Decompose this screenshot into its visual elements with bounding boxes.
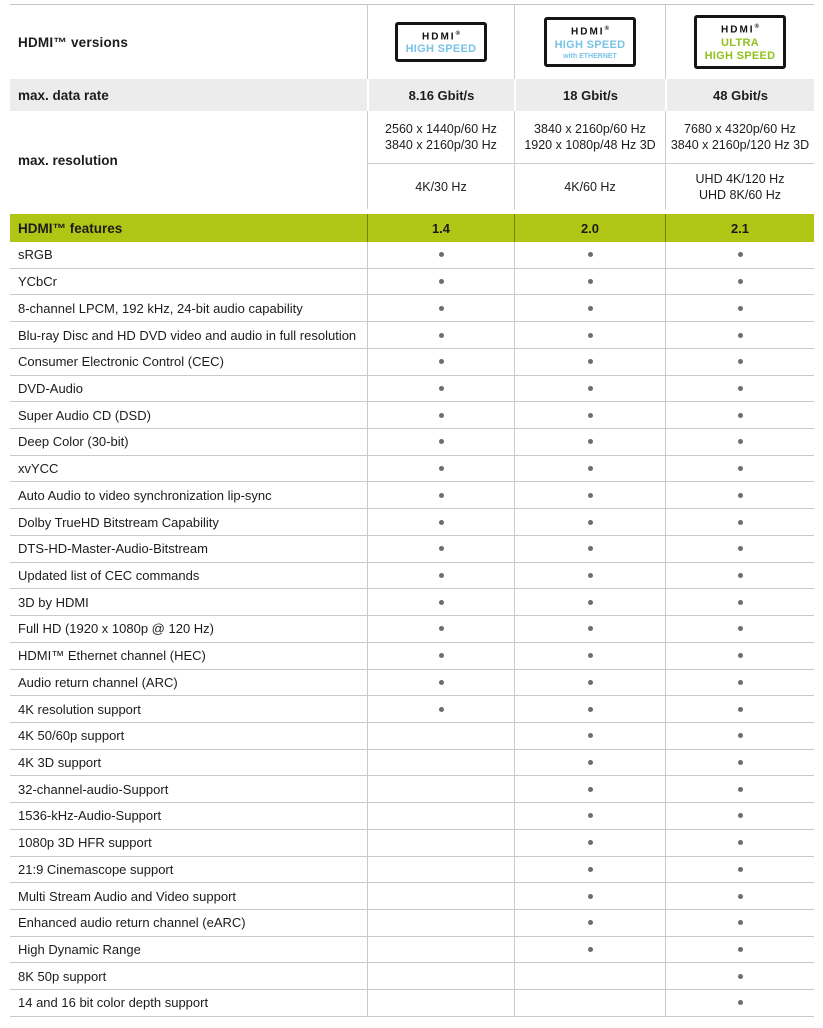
support-dot-icon: [439, 439, 444, 444]
support-cell: [514, 696, 665, 722]
support-cell: [367, 402, 514, 428]
support-cell: [665, 242, 814, 268]
feature-label: xvYCC: [18, 461, 59, 477]
support-dot-icon: [738, 413, 743, 418]
support-cell: [665, 536, 814, 562]
support-dot-icon: [439, 466, 444, 471]
support-dot-icon: [738, 840, 743, 845]
support-cell: [367, 376, 514, 402]
feature-label: 14 and 16 bit color depth support: [18, 995, 209, 1011]
data-rate-value: 18 Gbit/s: [514, 79, 665, 111]
resolution-secondary-value: [514, 164, 665, 209]
hdmi-ultra-high-speed-badge: [694, 15, 786, 68]
support-cell: [665, 857, 814, 883]
support-dot-icon: [588, 439, 593, 444]
support-dot-icon: [738, 680, 743, 685]
hdmi-comparison-table: [10, 4, 814, 1017]
support-cell: [514, 830, 665, 856]
support-cell: [367, 563, 514, 589]
support-cell: [367, 750, 514, 776]
support-cell: [514, 295, 665, 321]
support-dot-icon: [738, 813, 743, 818]
support-dot-icon: [588, 947, 593, 952]
support-cell: [514, 456, 665, 482]
support-cell: [367, 696, 514, 722]
support-dot-icon: [738, 733, 743, 738]
resolution-label: max. resolution: [18, 152, 118, 168]
feature-label: 8K 50p support: [18, 968, 107, 984]
support-cell: [665, 696, 814, 722]
badge-speed-label: HIGH SPEED: [405, 43, 477, 56]
support-cell: [665, 830, 814, 856]
feature-label: Deep Color (30-bit): [18, 434, 129, 450]
hdmi-high-speed-badge: [395, 22, 487, 62]
support-cell: [367, 349, 514, 375]
support-dot-icon: [439, 600, 444, 605]
support-cell: [367, 910, 514, 936]
support-cell: [367, 643, 514, 669]
support-cell: [665, 670, 814, 696]
support-dot-icon: [439, 279, 444, 284]
support-cell: [514, 563, 665, 589]
support-dot-icon: [588, 707, 593, 712]
resolution-secondary-value: [665, 164, 814, 209]
feature-row: [10, 643, 814, 670]
support-dot-icon: [738, 707, 743, 712]
support-cell: [514, 509, 665, 535]
feature-label: 4K resolution support: [18, 701, 141, 717]
feature-label: Multi Stream Audio and Video support: [18, 888, 237, 904]
support-dot-icon: [588, 813, 593, 818]
feature-label: High Dynamic Range: [18, 942, 141, 958]
support-cell: [514, 937, 665, 963]
support-cell: [665, 643, 814, 669]
support-dot-icon: [738, 974, 743, 979]
support-cell: [514, 723, 665, 749]
versions-row: [10, 5, 814, 79]
support-cell: [367, 670, 514, 696]
feature-label: Super Audio CD (DSD): [18, 407, 151, 423]
support-cell: [665, 883, 814, 909]
support-cell: [367, 723, 514, 749]
support-cell: [367, 937, 514, 963]
feature-label: DTS-HD-Master-Audio-Bitstream: [18, 541, 208, 557]
support-dot-icon: [588, 546, 593, 551]
feature-row: [10, 990, 814, 1017]
feature-label: 4K 50/60p support: [18, 728, 125, 744]
feature-row: [10, 536, 814, 563]
support-cell: [665, 456, 814, 482]
resolution-secondary-value: [367, 164, 514, 209]
support-cell: [665, 376, 814, 402]
support-dot-icon: [588, 306, 593, 311]
feature-label: DVD-Audio: [18, 380, 84, 396]
feature-row: [10, 963, 814, 990]
support-cell: [514, 402, 665, 428]
support-dot-icon: [439, 626, 444, 631]
feature-label: YCbCr: [18, 274, 58, 290]
support-cell: [665, 589, 814, 615]
badge-cell-ultra-high-speed: [665, 5, 814, 79]
support-dot-icon: [439, 707, 444, 712]
support-cell: [367, 429, 514, 455]
support-dot-icon: [738, 252, 743, 257]
support-cell: [367, 295, 514, 321]
support-dot-icon: [439, 413, 444, 418]
feature-row: [10, 696, 814, 723]
support-cell: [665, 616, 814, 642]
support-dot-icon: [588, 787, 593, 792]
feature-row: [10, 883, 814, 910]
feature-row: [10, 803, 814, 830]
support-cell: [514, 589, 665, 615]
support-dot-icon: [439, 493, 444, 498]
feature-label: Consumer Electronic Control (CEC): [18, 354, 224, 370]
support-dot-icon: [738, 439, 743, 444]
support-dot-icon: [439, 252, 444, 257]
support-dot-icon: [588, 840, 593, 845]
support-dot-icon: [738, 573, 743, 578]
data-rate-value: 8.16 Gbit/s: [367, 79, 514, 111]
feature-label: sRGB: [18, 247, 53, 263]
resolution-primary-value: [367, 111, 514, 164]
support-cell: [367, 883, 514, 909]
support-cell: [514, 670, 665, 696]
support-dot-icon: [588, 493, 593, 498]
support-dot-icon: [588, 653, 593, 658]
badge-cell-high-speed-ethernet: [514, 5, 665, 79]
support-dot-icon: [439, 546, 444, 551]
feature-row: [10, 376, 814, 403]
support-dot-icon: [439, 520, 444, 525]
feature-row: [10, 349, 814, 376]
feature-row: [10, 429, 814, 456]
support-dot-icon: [738, 493, 743, 498]
feature-row: [10, 670, 814, 697]
support-dot-icon: [439, 359, 444, 364]
support-cell: [514, 376, 665, 402]
support-cell: [367, 482, 514, 508]
feature-label: Updated list of CEC commands: [18, 567, 200, 583]
resolution-line: 3840 x 2160p/60 Hz: [534, 122, 646, 136]
resolution-section: [10, 111, 814, 209]
support-cell: [367, 536, 514, 562]
support-cell: [665, 269, 814, 295]
feature-label: Enhanced audio return channel (eARC): [18, 915, 246, 931]
support-dot-icon: [588, 920, 593, 925]
support-cell: [514, 482, 665, 508]
support-cell: [514, 242, 665, 268]
feature-row: [10, 750, 814, 777]
support-dot-icon: [588, 466, 593, 471]
feature-row: [10, 776, 814, 803]
feature-row: [10, 456, 814, 483]
support-cell: [367, 803, 514, 829]
support-dot-icon: [738, 626, 743, 631]
feature-row: [10, 616, 814, 643]
feature-label: Auto Audio to video synchronization lip-sync: [18, 487, 272, 503]
support-dot-icon: [588, 252, 593, 257]
feature-row: [10, 830, 814, 857]
support-dot-icon: [738, 333, 743, 338]
feature-label: Blu-ray Disc and HD DVD video and audio in full resolution: [18, 327, 357, 343]
support-dot-icon: [588, 760, 593, 765]
feature-label: Dolby TrueHD Bitstream Capability: [18, 514, 219, 530]
support-dot-icon: [738, 600, 743, 605]
support-dot-icon: [439, 680, 444, 685]
feature-label: Audio return channel (ARC): [18, 674, 178, 690]
resolution-line: 3840 x 2160p/30 Hz: [385, 138, 497, 152]
support-dot-icon: [588, 733, 593, 738]
support-cell: [665, 776, 814, 802]
support-cell: [367, 456, 514, 482]
support-cell: [665, 322, 814, 348]
support-cell: [665, 295, 814, 321]
support-dot-icon: [588, 894, 593, 899]
support-dot-icon: [588, 600, 593, 605]
support-cell: [514, 963, 665, 989]
data-rate-value: 48 Gbit/s: [665, 79, 814, 111]
support-dot-icon: [738, 466, 743, 471]
support-dot-icon: [738, 894, 743, 899]
support-cell: [367, 242, 514, 268]
support-cell: [665, 563, 814, 589]
support-cell: [367, 963, 514, 989]
support-cell: [514, 910, 665, 936]
resolution-line: UHD 8K/60 Hz: [699, 187, 781, 202]
support-cell: [367, 857, 514, 883]
support-dot-icon: [588, 359, 593, 364]
support-cell: [665, 990, 814, 1016]
badge-speed-label: ULTRA: [721, 36, 759, 49]
support-cell: [514, 322, 665, 348]
feature-row: [10, 937, 814, 964]
support-cell: [514, 643, 665, 669]
support-dot-icon: [738, 867, 743, 872]
support-cell: [367, 589, 514, 615]
support-cell: [367, 776, 514, 802]
feature-label: Full HD (1920 x 1080p @ 120 Hz): [18, 621, 215, 637]
support-dot-icon: [738, 546, 743, 551]
support-dot-icon: [738, 386, 743, 391]
support-dot-icon: [738, 359, 743, 364]
feature-row: [10, 402, 814, 429]
resolution-primary-value: [514, 111, 665, 164]
support-cell: [665, 750, 814, 776]
support-cell: [367, 269, 514, 295]
feature-row: [10, 269, 814, 296]
support-dot-icon: [738, 920, 743, 925]
feature-row: [10, 589, 814, 616]
features-header-row: [10, 214, 814, 242]
version-number: 2.0: [514, 214, 665, 242]
support-cell: [514, 616, 665, 642]
feature-label: 1536-kHz-Audio-Support: [18, 808, 162, 824]
feature-row: [10, 910, 814, 937]
support-dot-icon: [588, 573, 593, 578]
feature-row: [10, 322, 814, 349]
support-dot-icon: [588, 386, 593, 391]
support-cell: [665, 402, 814, 428]
support-cell: [665, 937, 814, 963]
support-dot-icon: [588, 680, 593, 685]
registered-mark: ®: [455, 30, 460, 37]
feature-label: 1080p 3D HFR support: [18, 835, 152, 851]
feature-label: 32-channel-audio-Support: [18, 781, 169, 797]
feature-label: 4K 3D support: [18, 755, 102, 771]
support-dot-icon: [738, 947, 743, 952]
data-rate-label: max. data rate: [10, 79, 367, 111]
versions-row-label: HDMI™ versions: [18, 34, 129, 50]
feature-row: [10, 723, 814, 750]
feature-row: [10, 295, 814, 322]
support-dot-icon: [588, 867, 593, 872]
support-dot-icon: [588, 279, 593, 284]
support-dot-icon: [738, 760, 743, 765]
version-number: 2.1: [665, 214, 814, 242]
resolution-line: 2560 x 1440p/60 Hz: [385, 122, 497, 136]
support-cell: [514, 349, 665, 375]
resolution-primary-value: [665, 111, 814, 164]
support-cell: [665, 963, 814, 989]
feature-row: [10, 857, 814, 884]
support-dot-icon: [439, 386, 444, 391]
support-cell: [665, 509, 814, 535]
support-cell: [514, 750, 665, 776]
version-number: 1.4: [367, 214, 514, 242]
support-cell: [665, 482, 814, 508]
support-cell: [665, 349, 814, 375]
resolution-line: 4K/30 Hz: [415, 179, 467, 194]
feature-label: HDMI™ Ethernet channel (HEC): [18, 648, 206, 664]
support-dot-icon: [439, 333, 444, 338]
registered-mark: ®: [754, 24, 759, 31]
support-cell: [665, 723, 814, 749]
features-table-body: [10, 242, 814, 1017]
support-cell: [367, 616, 514, 642]
hdmi-logo-text: HDMI®: [721, 24, 759, 36]
support-cell: [514, 429, 665, 455]
feature-label: 3D by HDMI: [18, 594, 89, 610]
support-cell: [514, 269, 665, 295]
support-dot-icon: [738, 279, 743, 284]
resolution-line: UHD 4K/120 Hz: [695, 171, 785, 186]
support-dot-icon: [588, 333, 593, 338]
support-dot-icon: [588, 626, 593, 631]
support-cell: [514, 990, 665, 1016]
support-cell: [367, 830, 514, 856]
data-rate-row: [10, 79, 814, 111]
feature-row: [10, 242, 814, 269]
feature-row: [10, 482, 814, 509]
support-cell: [514, 857, 665, 883]
hdmi-logo-text: HDMI®: [571, 26, 609, 38]
feature-label: 8-channel LPCM, 192 kHz, 24-bit audio capability: [18, 300, 303, 316]
badge-speed-label: HIGH SPEED: [554, 38, 626, 51]
support-dot-icon: [588, 520, 593, 525]
badge-sub-label: with ETHERNET: [563, 52, 617, 60]
support-cell: [514, 803, 665, 829]
features-header-label: HDMI™ features: [18, 220, 123, 236]
support-dot-icon: [738, 306, 743, 311]
support-dot-icon: [738, 787, 743, 792]
feature-row: [10, 563, 814, 590]
badge-cell-high-speed: [367, 5, 514, 79]
support-cell: [367, 322, 514, 348]
support-cell: [514, 883, 665, 909]
support-cell: [367, 990, 514, 1016]
support-cell: [665, 429, 814, 455]
support-dot-icon: [439, 653, 444, 658]
support-dot-icon: [738, 520, 743, 525]
resolution-line: 4K/60 Hz: [564, 179, 616, 194]
support-cell: [514, 536, 665, 562]
hdmi-high-speed-ethernet-badge: [544, 17, 636, 66]
support-cell: [665, 910, 814, 936]
registered-mark: ®: [604, 26, 609, 33]
badge-speed-label: HIGH SPEED: [704, 49, 776, 62]
support-dot-icon: [588, 413, 593, 418]
feature-row: [10, 509, 814, 536]
resolution-line: 1920 x 1080p/48 Hz 3D: [524, 138, 656, 152]
support-cell: [514, 776, 665, 802]
hdmi-logo-text: HDMI®: [422, 30, 460, 43]
support-dot-icon: [439, 573, 444, 578]
support-dot-icon: [738, 1000, 743, 1005]
support-dot-icon: [738, 653, 743, 658]
feature-label: 21:9 Cinemascope support: [18, 861, 174, 877]
support-dot-icon: [439, 306, 444, 311]
resolution-line: 3840 x 2160p/120 Hz 3D: [670, 138, 810, 152]
resolution-line: 7680 x 4320p/60 Hz: [684, 122, 796, 136]
support-cell: [665, 803, 814, 829]
support-cell: [367, 509, 514, 535]
